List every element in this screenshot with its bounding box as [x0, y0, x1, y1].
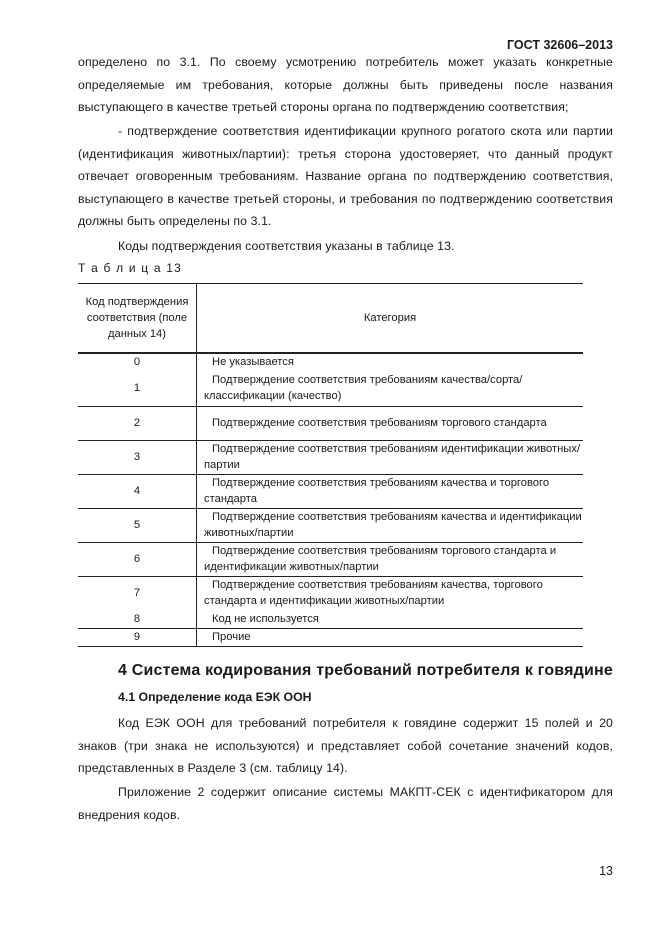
header-category: Категория	[197, 284, 584, 354]
table-row	[78, 370, 583, 406]
intro-paragraph-1: определено по 3.1. По своему усмотрению потребитель может указать конкретные определяемые им требования, которые должны быть приведены после названия выступающего в качестве третьей стороны органа по подтверждению соответствия;	[78, 55, 613, 114]
row-category	[197, 370, 584, 406]
row-category-text: Подтверждение соответствия требованиям качества и идентификации животных/партии	[204, 511, 582, 539]
section-4-paragraph-2: Приложение 2 содержит описание системы МАКПТ-СЕК с идентификатором для внедрения кодов.	[78, 785, 613, 822]
section-4-heading: 4 Система кодирования требований потребителя к говядине	[118, 662, 614, 679]
intro-paragraph-3: Коды подтверждения соответствия указаны в таблице 13.	[118, 239, 455, 253]
row-category-text: Подтверждение соответствия требованиям качества/сорта/классификации (качество)	[204, 373, 523, 402]
row-category-text: Не указывается	[212, 356, 294, 368]
row-code: 1	[78, 370, 197, 406]
table-row	[78, 610, 583, 628]
section-4-1-heading: 4.1 Определение кода ЕЭК ООН	[118, 690, 312, 704]
row-category	[197, 542, 584, 576]
table-row	[78, 542, 583, 576]
row-category-text: Прочие	[212, 631, 251, 643]
row-category	[197, 353, 584, 370]
document-header: ГОСТ 32606–2013	[507, 38, 613, 52]
table-row	[78, 440, 583, 474]
row-category-text: Код не используется	[212, 612, 319, 625]
table-header-row	[78, 284, 583, 354]
codes-table	[78, 283, 583, 647]
row-code: 0	[78, 353, 197, 370]
header-code	[78, 284, 197, 354]
row-category-text: Подтверждение соответствия требованиям качества и торгового стандарта	[204, 477, 550, 505]
row-category	[197, 406, 584, 440]
row-category-text: Подтверждение соответствия требованиям торгового стандарта	[212, 417, 547, 429]
row-category-text: Подтверждение соответствия требованиям качества, торгового стандарта и идентификации животных/партии	[204, 579, 543, 608]
row-category	[197, 576, 584, 610]
row-category-text: Подтверждение соответствия требованиям идентификации животных/партии	[204, 443, 581, 471]
table-row	[78, 474, 583, 508]
table-caption: Т а б л и ц а 13	[78, 261, 183, 275]
row-category	[197, 610, 584, 628]
row-code: 4	[78, 474, 197, 508]
row-code: 7	[78, 576, 197, 610]
row-category	[197, 508, 584, 542]
table-row	[78, 508, 583, 542]
row-code: 8	[78, 610, 197, 628]
table-row	[78, 406, 583, 440]
row-code: 9	[78, 628, 197, 646]
row-category	[197, 440, 584, 474]
table-row	[78, 628, 583, 646]
row-category	[197, 628, 584, 646]
row-code: 5	[78, 508, 197, 542]
table-row	[78, 353, 583, 370]
intro-paragraph-2: - подтверждение соответствия идентификации крупного рогатого скота или партии (идентификация животных/партии): третья сторона удостоверяет, что данный продукт отвечает оговоренным требованиям. Название органа по подтверждению соответствия, выступающего в качестве третьей стороны, и требования по подтверждению соответствия должны быть определены по 3.1.	[78, 124, 613, 228]
row-code: 3	[78, 440, 197, 474]
row-category-text: Подтверждение соответствия требованиям торгового стандарта и идентификации животных/партии	[204, 545, 557, 573]
section-4-paragraph-1: Код ЕЭК ООН для требований потребителя к говядине содержит 15 полей и 20 знаков (три знака не используются) и представляет собой сочетание значений кодов, представленных в Разделе 3 (см. таблицу 14).	[78, 716, 613, 775]
row-code: 2	[78, 406, 197, 440]
row-code: 6	[78, 542, 197, 576]
page-number: 13	[599, 864, 613, 878]
table-row	[78, 576, 583, 610]
header-code-label: Код подтверждения соответствия (поле данных 14)	[85, 296, 189, 340]
row-category	[197, 474, 584, 508]
